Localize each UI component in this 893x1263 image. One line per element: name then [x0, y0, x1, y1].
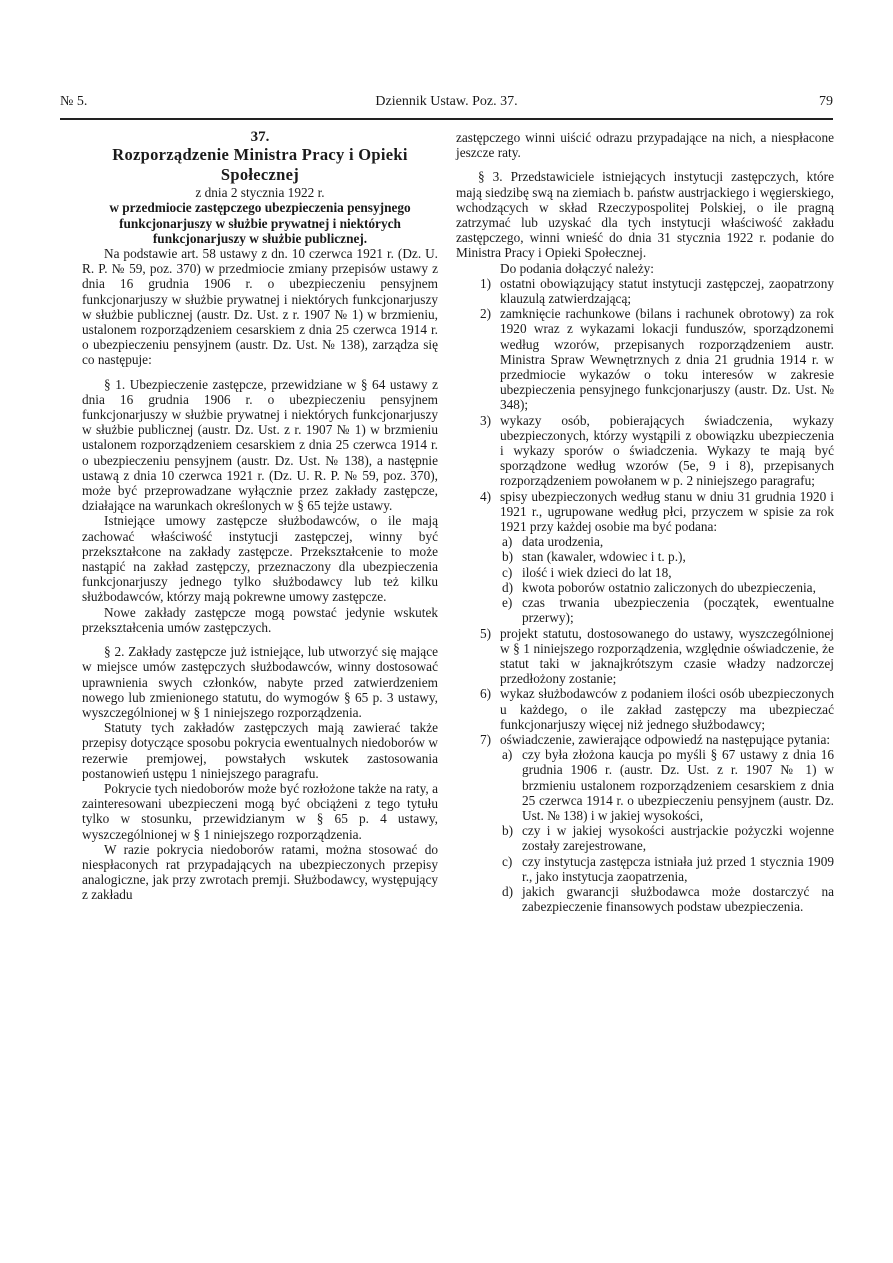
sublist-item: b) czy i w jakiej wysokości austrjackie pożyczki wojenne zostały zarejestrowane,	[502, 823, 834, 854]
section-2-label: § 2.	[104, 644, 125, 660]
sublist-item: d) jakich gwarancji służbodawca może dostarczyć na zabezpieczenie finansowych podstaw ubezpieczenia.	[502, 883, 834, 915]
section-1	[82, 377, 438, 514]
sublist-item: c) czy instytucja zastępcza istniała już przed 1 stycznia 1909 r., jako instytucja zaopatrzenia,	[502, 853, 834, 884]
section-2	[82, 644, 438, 720]
section-1-paragraph-2: Istniejące umowy zastępcze służbodawców, o ile mają zachować właściwość instytucji zastępczej, winny być przekształcone na zakłady zastępcze. Przekształcenie to może nastąpić na zakład zastępczy, przeznaczony dla ubezpieczenia funkcjonarjuszy jednego tylko służbodawcy lub też kilku służbodawców, którzy mają pokrewne umowy zastępcze.	[82, 513, 438, 605]
list-item: 1) ostatni obowiązujący statut instytucji zastępczej, zaopatrzony klauzulą zatwierdzającą;	[480, 275, 834, 307]
section-3	[456, 169, 834, 260]
header-rule	[60, 118, 833, 120]
attachment-list	[456, 276, 834, 915]
sublist-item: e) czas trwania ubezpieczenia (początek, ewentualne przerwy);	[502, 595, 834, 626]
section-3-text: Przedstawiciele istniejących instytucji zastępczych, które mają siedzibę swą na ziemiach b. państw austrjackiego i węgierskiego, wchodzących w skład Rzeczypospolitej Polskiej, o ile pragną zatrzymać lub uzyskać dla tych instytucji właściwość zakładu zastępczego, winni wnieść do dnia 31 stycznia 1922 r. podanie do Ministra Pracy i Opieki Społecznej.	[456, 169, 834, 261]
preamble: Na podstawie art. 58 ustawy z dn. 10 czerwca 1921 r. (Dz. U. R. P. № 59, poz. 370) w przedmiocie zmiany przepisów ustawy z dnia 16 grudnia 1906 r. o ubezpieczeniu pensyjnem funkcjonarjuszy w służbie prywatnej i niektórych funkcjonarjuszy w służbie publicznej (austr. Dz. Ust. z r. 1907 № 1) w brzmieniu, ustalonem rozporządzeniem cesarskiem z dnia 25 czerwca 1914 r. o ubezpieczeniu pensyjnem (austr. Dz. Ust. № 138), zarządza się co następuje:	[82, 246, 438, 368]
sublist-item: b) stan (kawaler, wdowiec i t. p.),	[502, 549, 686, 565]
section-1-text: Ubezpieczenie zastępcze, przewidziane w § 64 ustawy z dnia 16 grudnia 1906 r. o ubezpieczeniu pensyjnem funkcjonarjuszy w służbie prywatnej i niektórych funkcjonarjuszy w służbie publicznej (austr. Dz. Ust. z r. 1907 № 1) w brzmieniu ustalonem rozporządzeniem cesarskiem z dnia 25 czerwca 1914 r. o ubezpieczeniu pensyjnem (austr. Dz. Ust. № 138), a następnie ustawą z dnia 10 czerwca 1921 r. (Dz. U. R. P. № 59, poz. 370), może być przeprowadzane wyłącznie przez zakłady zastępcze, działające na warunkach określonych w § 65 tejże ustawy.	[82, 376, 439, 514]
list-item: 3) wykazy osób, pobierających świadczenia, wykazy ubezpieczonych, którzy wystąpili z obowiązku ubezpieczenia i wykazy sporów o świadczenia. Wykazy te mają być sporządzone według wzorów (5e, 9 i 8), przepisanych rozporządzeniem powołanem w p. 2 niniejszego paragrafu;	[480, 412, 834, 489]
sublist-item: a) czy była złożona kaucja po myśli § 67 ustawy z dnia 16 grudnia 1906 r. (austr. Dz. Ust. z r. 1907 № 1) w brzmieniu ustalonem rozporządzeniem cesarskiem z dnia 25 czerwca 1914 r. o ubezpieczeniu pensyjnem (austr. Dz. Ust. № 138) i w jakiej wysokości,	[502, 747, 834, 823]
act-number: 37.	[250, 129, 270, 145]
section-2-paragraph-2: Statuty tych zakładów zastępczych mają zawierać także przepisy dotyczące sposobu pokrycia ewentualnych niedoborów w rezerwie premjowej, powstałych wskutek zastosowania postanowień ustępu 1 niniejszego paragrafu.	[82, 720, 438, 781]
section-2-paragraph-4: W razie pokrycia niedoborów ratami, można stosować do niespłaconych rat przypadających na ubezpieczonych przepisy analogiczne, jak przy zwrotach premji. Służbodawcy, występujący z zakładu	[82, 841, 438, 903]
right-column	[456, 130, 834, 914]
list-item: 5) projekt statutu, dostosowanego do ustawy, wyszczególnionej w § 1 niniejszego rozporządzenia, względnie oświadczenie, że statut taki w jaknajkrótszym czasie władzy nadzorczej przedłożony zostanie;	[480, 625, 834, 687]
sublist-item: c) ilość i wiek dzieci do lat 18,	[502, 564, 672, 580]
continuation-text: zastępczego winni uiścić odrazu przypadające na nich, a niespłacone jeszcze raty.	[456, 130, 834, 161]
section-1-label: § 1.	[104, 376, 126, 392]
list-item: 4) spisy ubezpieczonych według stanu w dniu 31 grudnia 1920 i 1921 r., ugrupowane według płci, przyczem w spisie za rok 1921 przy każdej osobie ma być podana: a) data urodzenia, b) stan (kawaler, wdowiec i t. p.), c) ilość i wiek dzieci do lat 18, d) kwota poborów ostatnio zaliczonych do ubezpieczenia, e) czas trwania ubezpieczenia (początek, ewentualne przerwy);	[480, 488, 834, 626]
item-7-sublist	[500, 747, 834, 914]
list-item: 2) zamknięcie rachunkowe (bilans i rachunek obrotowy) za rok 1920 wraz z wykazami lokacji funduszów, sporządzonemi według wzorów, przepisanych rozporządzeniem austr. Ministra Spraw Wewnętrznych z dnia 21 grudnia 1914 r. w przedmiocie wykazów o toku interesów w zakresie ubezpieczenia pensyjnego funkcjonarjuszy (austr. Dz. Ust. № 348);	[480, 306, 834, 413]
list-item: 6) wykaz służbodawców z podaniem ilości osób ubezpieczonych u każdego, o ile zakład zastępczy ma ubezpieczać funkcjonarjuszy więcej niż jednego służbodawcy;	[480, 686, 834, 732]
section-1-paragraph-3: Nowe zakłady zastępcze mogą powstać jedynie wskutek przekształcenia umów zastępczych.	[82, 604, 438, 635]
page-number: 79	[819, 94, 833, 109]
act-title: Rozporządzenie Ministra Pracy i Opieki Społecznej	[112, 145, 408, 185]
item-4-sublist	[500, 534, 834, 625]
section-2-paragraph-3: Pokrycie tych niedoborów może być rozłożone także na raty, a zainteresowani ubezpieczeni mogą być obciążeni z tego tytułu tylko w stosunku, przewidzianym w § 65 p. 4 ustawy, wyszczególnionej w § 1 niniejszego rozporządzenia.	[82, 780, 438, 842]
act-subject: w przedmiocie zastępczego ubezpieczenia pensyjnego funkcjonarjuszy w służbie prywatnej i niektórych funkcjonarjuszy w służbie publicznej.	[109, 200, 411, 246]
sublist-item: a) data urodzenia,	[502, 534, 604, 550]
section-3-label: § 3.	[478, 169, 503, 185]
sublist-item: d) kwota poborów ostatnio zaliczonych do ubezpieczenia,	[502, 579, 816, 595]
journal-reference: Dziennik Ustaw. Poz. 37.	[375, 94, 518, 109]
act-date: z dnia 2 stycznia 1922 r.	[195, 185, 325, 201]
section-2-text: Zakłady zastępcze już istniejące, lub utworzyć się mające w miejsce umów zastępczych służbodawców, winny dostosować uprawnienia swych członków, nabyte przed zatwierdzeniem nowego lub zmienionego statutu, do wymogów § 65 p. 3 ustawy, wyszczególnionej w § 1 niniejszego rozporządzenia.	[82, 644, 439, 720]
list-intro: Do podania dołączyć należy:	[500, 260, 654, 276]
list-item: 7) oświadczenie, zawierające odpowiedź na następujące pytania: a) czy była złożona kaucja po myśli § 67 ustawy z dnia 16 grudnia 1906 r. (austr. Dz. Ust. z r. 1907 № 1) w brzmieniu ustalonem rozporządzeniem cesarskiem z dnia 25 czerwca 1914 r. o ubezpieczeniu pensyjnem (austr. Dz. Ust. № 138) i w jakiej wysokości, b) czy i w jakiej wysokości austrjackie pożyczki wojenne zostały zarejestrowane, c) czy instytucja zastępcza istniała już przed 1 stycznia 1909 r., jako instytucja zaopatrzenia, d) jakich gwarancji służbodawca może dostarczyć na zabezpieczenie finansowych podstaw ubezpieczenia.	[480, 731, 834, 915]
running-header	[60, 94, 833, 116]
issue-number: № 5.	[60, 94, 88, 109]
left-column	[82, 130, 438, 903]
